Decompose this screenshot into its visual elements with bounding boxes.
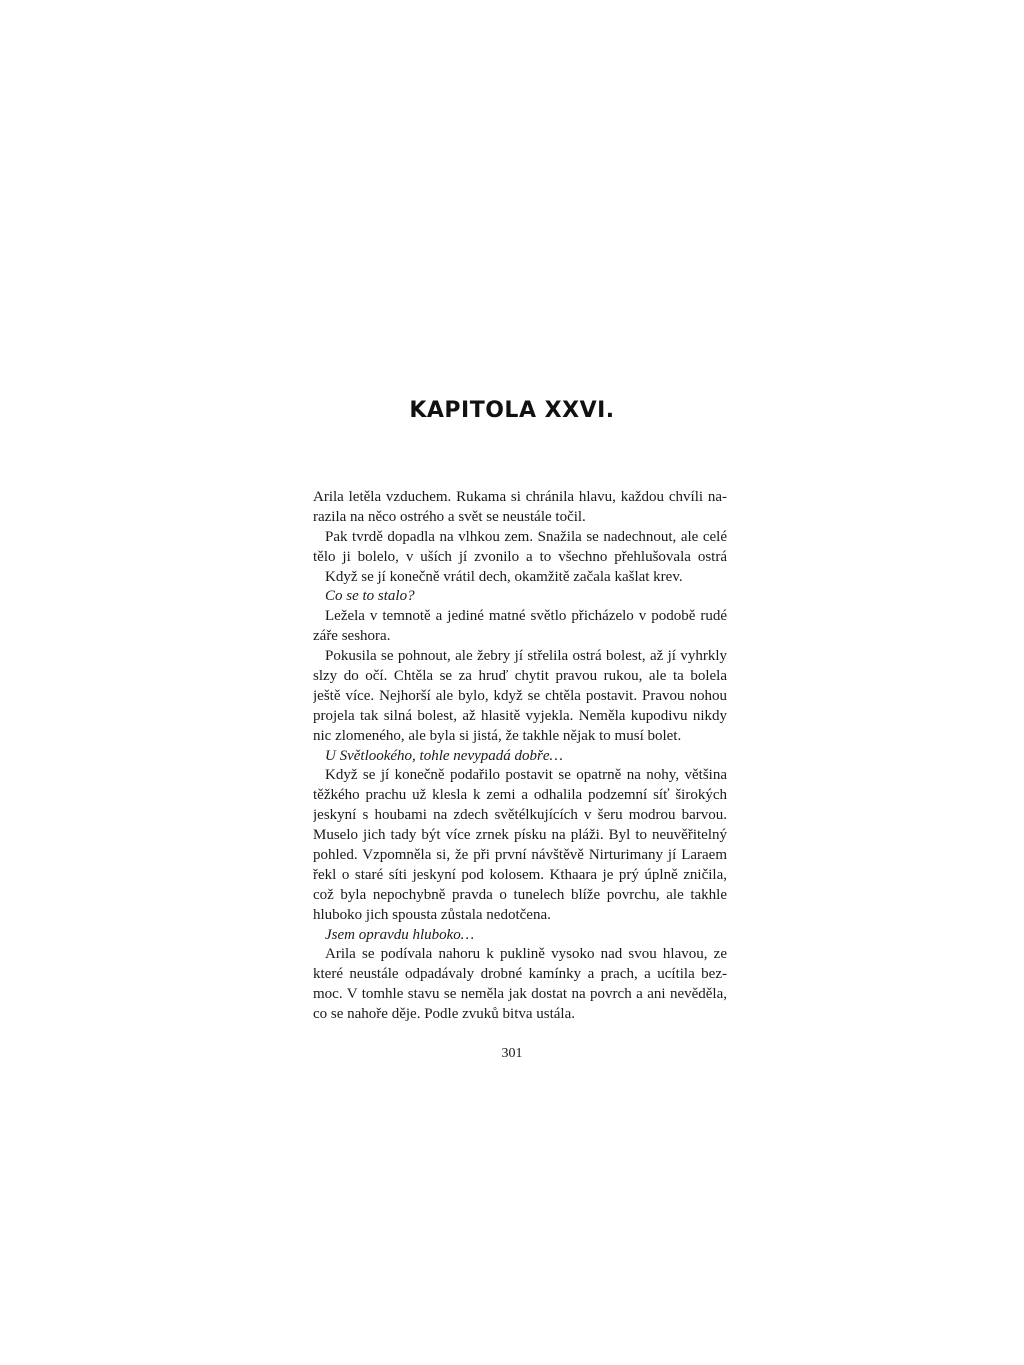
text-line: které neustále odpadávaly drobné kamínky a prach, a ucítila bez-	[313, 966, 727, 983]
text-line: pohled. Vzpomněla si, že při první návštěvě Nirturimany jí Laraem	[313, 847, 727, 864]
text-line: záře seshora.	[313, 628, 391, 645]
text-line: moc. V tomhle stavu se neměla jak dostat na povrch a ani nevěděla,	[313, 986, 727, 1003]
text-line: Jsem opravdu hluboko…	[325, 926, 475, 943]
text-line: Arila letěla vzduchem. Rukama si chránila hlavu, každou chvíli na-	[313, 489, 727, 505]
text-line: Když se jí konečně vrátil dech, okamžitě začala kašlat krev.	[325, 568, 683, 585]
text-line: ještě více. Nejhorší ale bylo, když se chtěla postavit. Pravou nohou	[313, 687, 727, 704]
text-line: jeskyní s houbami na zdech světélkujících v šeru modrou barvou.	[313, 807, 727, 824]
text-line: slzy do očí. Chtěla se za hruď chytit pravou rukou, ale ta bolela	[313, 668, 727, 685]
text-line: Pokusila se pohnout, ale žebry jí střelila ostrá bolest, až jí vyhrkly	[325, 648, 727, 665]
text-line: razila na něco ostrého a svět se neustále točil.	[313, 508, 586, 525]
text-line: hluboko jich spousta zůstala nedotčena.	[313, 906, 551, 923]
text-line: Když se jí konečně podařilo postavit se opatrně na nohy, většina	[325, 767, 727, 784]
text-line: tělo ji bolelo, v uších jí zvonilo a to všechno přehlušovala ostrá	[313, 548, 727, 565]
text-line: projela tak silná bolest, až hlasitě vyjekla. Neměla kupodivu nikdy	[313, 707, 727, 724]
page-number: 301	[501, 1046, 523, 1061]
text-line: U Světlookého, tohle nevypadá dobře…	[325, 747, 563, 764]
text-line: co se nahoře děje. Podle zvuků bitva ustála.	[313, 1006, 576, 1023]
text-line: Muselo jich tady být více zrnek písku na pláži. Byl to neuvěřitelný	[313, 827, 727, 844]
chapter-title: KAPITOLA XXVI.	[409, 398, 615, 423]
text-line: což byla nepochybně pravda o tunelech blíže povrchu, ale takhle	[313, 886, 727, 903]
text-line: těžkého prachu už klesla k zemi a odhalila podzemní síť širokých	[313, 787, 727, 804]
text-line: Co se to stalo?	[325, 588, 415, 605]
text-line: Ležela v temnotě a jediné matné světlo přicházelo v podobě rudé	[325, 608, 727, 625]
text-line: Arila se podívala nahoru k puklině vysoko nad svou hlavou, ze	[325, 946, 727, 963]
text-line: nic zlomeného, ale byla si jistá, že takhle nějak to musí bolet.	[313, 727, 682, 744]
body-text	[313, 488, 727, 1025]
text-line: Pak tvrdě dopadla na vlhkou zem. Snažila se nadechnout, ale celé	[325, 528, 727, 545]
text-line: řekl o staré síti jeskyní pod kolosem. Kthaara je prý úplně zničila,	[313, 866, 727, 883]
